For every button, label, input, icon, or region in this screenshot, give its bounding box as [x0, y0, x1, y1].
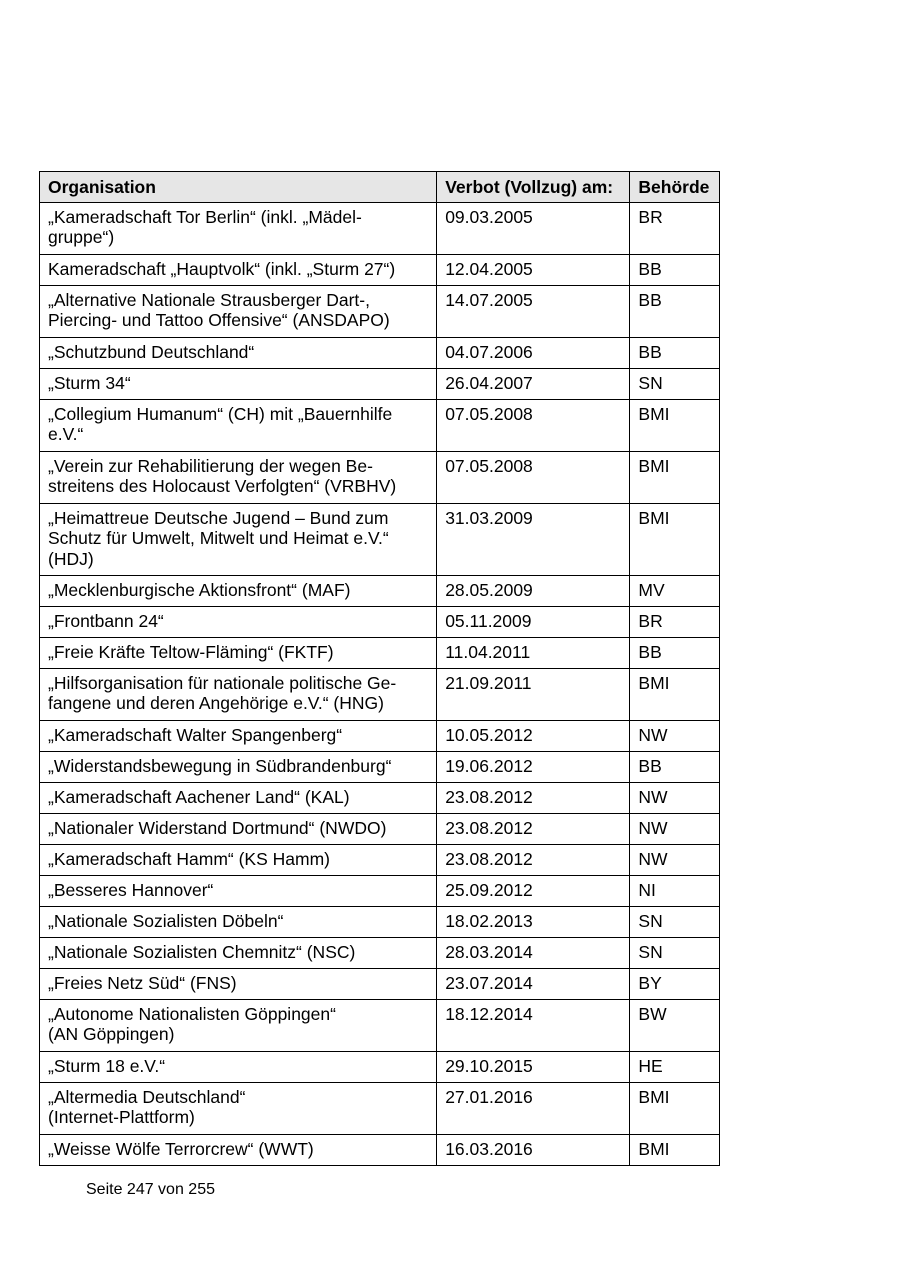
org-cell: „Verein zur Rehabilitierung der wegen Be- streitens des Holocaust Verfolgten“ (VRBHV) [40, 451, 437, 503]
table-body [40, 202, 720, 1165]
org-cell: „Mecklenburgische Aktionsfront“ (MAF) [40, 575, 437, 606]
authority-cell: SN [630, 937, 720, 968]
ban-table [39, 171, 720, 1166]
date-cell: 18.12.2014 [437, 999, 630, 1051]
authority-cell: BMI [630, 1082, 720, 1134]
date-cell: 11.04.2011 [437, 637, 630, 668]
date-cell: 21.09.2011 [437, 668, 630, 720]
date-cell: 23.08.2012 [437, 813, 630, 844]
table-row [40, 575, 720, 606]
authority-cell: NW [630, 782, 720, 813]
table-row [40, 1134, 720, 1165]
table-row [40, 751, 720, 782]
date-cell: 09.03.2005 [437, 202, 630, 254]
table-row [40, 999, 720, 1051]
org-cell: „Alternative Nationale Strausberger Dart-, Piercing- und Tattoo Offensive“ (ANSDAPO) [40, 285, 437, 337]
table-row [40, 285, 720, 337]
org-cell: „Frontbann 24“ [40, 606, 437, 637]
table-row [40, 399, 720, 451]
table-row [40, 451, 720, 503]
table-row [40, 1082, 720, 1134]
date-cell: 23.08.2012 [437, 782, 630, 813]
date-cell: 23.08.2012 [437, 844, 630, 875]
table-row [40, 906, 720, 937]
table-row [40, 254, 720, 285]
table-row [40, 813, 720, 844]
authority-cell: NI [630, 875, 720, 906]
authority-cell: SN [630, 368, 720, 399]
org-cell: „Altermedia Deutschland“ (Internet-Plattform) [40, 1082, 437, 1134]
authority-cell: BB [630, 337, 720, 368]
authority-cell: BMI [630, 451, 720, 503]
org-cell: „Schutzbund Deutschland“ [40, 337, 437, 368]
date-cell: 19.06.2012 [437, 751, 630, 782]
org-cell: „Widerstandsbewegung in Südbrandenburg“ [40, 751, 437, 782]
table-row [40, 637, 720, 668]
table-row [40, 606, 720, 637]
org-cell: „Nationale Sozialisten Döbeln“ [40, 906, 437, 937]
table-row [40, 875, 720, 906]
date-cell: 18.02.2013 [437, 906, 630, 937]
date-cell: 07.05.2008 [437, 451, 630, 503]
date-cell: 12.04.2005 [437, 254, 630, 285]
date-cell: 29.10.2015 [437, 1051, 630, 1082]
table-row [40, 720, 720, 751]
date-cell: 31.03.2009 [437, 503, 630, 575]
header-organisation: Organisation [40, 172, 437, 203]
table-row [40, 337, 720, 368]
org-cell: „Nationaler Widerstand Dortmund“ (NWDO) [40, 813, 437, 844]
authority-cell: BMI [630, 668, 720, 720]
org-cell: „Collegium Humanum“ (CH) mit „Bauernhilfe e.V.“ [40, 399, 437, 451]
authority-cell: BMI [630, 399, 720, 451]
authority-cell: BW [630, 999, 720, 1051]
org-cell: „Heimattreue Deutsche Jugend – Bund zum Schutz für Umwelt, Mitwelt und Heimat e.V.“ (HDJ) [40, 503, 437, 575]
table-row [40, 844, 720, 875]
authority-cell: BR [630, 202, 720, 254]
org-cell: „Besseres Hannover“ [40, 875, 437, 906]
header-row [40, 172, 720, 203]
authority-cell: BMI [630, 1134, 720, 1165]
authority-cell: BB [630, 637, 720, 668]
header-authority: Behörde [630, 172, 720, 203]
table-row [40, 968, 720, 999]
date-cell: 05.11.2009 [437, 606, 630, 637]
org-cell: „Weisse Wölfe Terrorcrew“ (WWT) [40, 1134, 437, 1165]
authority-cell: BB [630, 285, 720, 337]
date-cell: 27.01.2016 [437, 1082, 630, 1134]
date-cell: 07.05.2008 [437, 399, 630, 451]
date-cell: 28.05.2009 [437, 575, 630, 606]
table-row [40, 503, 720, 575]
table-header [40, 172, 720, 203]
org-cell: „Freies Netz Süd“ (FNS) [40, 968, 437, 999]
authority-cell: NW [630, 813, 720, 844]
org-cell: „Nationale Sozialisten Chemnitz“ (NSC) [40, 937, 437, 968]
org-cell: „Hilfsorganisation für nationale politische Ge- fangene und deren Angehörige e.V.“ (HNG) [40, 668, 437, 720]
table-row [40, 668, 720, 720]
date-cell: 16.03.2016 [437, 1134, 630, 1165]
org-cell: Kameradschaft „Hauptvolk“ (inkl. „Sturm 27“) [40, 254, 437, 285]
page-number: Seite 247 von 255 [86, 1181, 215, 1198]
org-cell: „Kameradschaft Aachener Land“ (KAL) [40, 782, 437, 813]
authority-cell: BY [630, 968, 720, 999]
authority-cell: SN [630, 906, 720, 937]
org-cell: „Sturm 34“ [40, 368, 437, 399]
authority-cell: NW [630, 720, 720, 751]
table-row [40, 202, 720, 254]
date-cell: 25.09.2012 [437, 875, 630, 906]
authority-cell: BB [630, 254, 720, 285]
header-ban-date: Verbot (Vollzug) am: [437, 172, 630, 203]
date-cell: 04.07.2006 [437, 337, 630, 368]
table-row [40, 782, 720, 813]
date-cell: 23.07.2014 [437, 968, 630, 999]
table-row [40, 937, 720, 968]
authority-cell: BR [630, 606, 720, 637]
date-cell: 10.05.2012 [437, 720, 630, 751]
authority-cell: BB [630, 751, 720, 782]
date-cell: 14.07.2005 [437, 285, 630, 337]
date-cell: 26.04.2007 [437, 368, 630, 399]
org-cell: „Kameradschaft Walter Spangenberg“ [40, 720, 437, 751]
org-cell: „Kameradschaft Hamm“ (KS Hamm) [40, 844, 437, 875]
table-row [40, 1051, 720, 1082]
org-cell: „Autonome Nationalisten Göppingen“ (AN Göppingen) [40, 999, 437, 1051]
org-cell: „Freie Kräfte Teltow-Fläming“ (FKTF) [40, 637, 437, 668]
table-row [40, 368, 720, 399]
authority-cell: BMI [630, 503, 720, 575]
authority-cell: MV [630, 575, 720, 606]
date-cell: 28.03.2014 [437, 937, 630, 968]
authority-cell: HE [630, 1051, 720, 1082]
org-cell: „Sturm 18 e.V.“ [40, 1051, 437, 1082]
org-cell: „Kameradschaft Tor Berlin“ (inkl. „Mädel- gruppe“) [40, 202, 437, 254]
authority-cell: NW [630, 844, 720, 875]
